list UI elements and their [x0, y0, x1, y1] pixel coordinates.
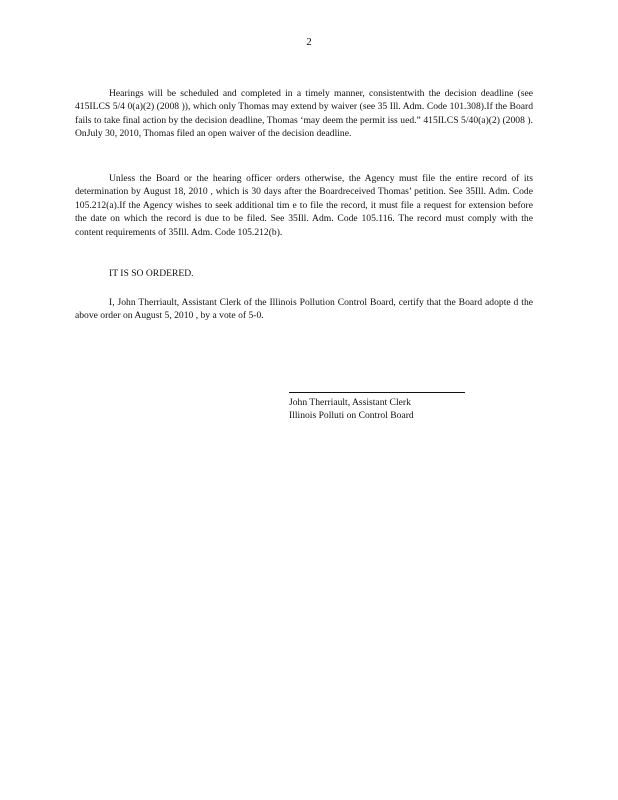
paragraph-hearings-text: Hearings will be scheduled and completed in a timely manner, consistentwith the decision deadline (see 415ILCS 5/4 0(a)(2) (2008 )), which only Thomas may extend by waiver (see 35 Ill. Adm. Code 101.308).If the Board fails to take final action by the decision deadline, Thomas ‘may deem the permit iss ued.” 415ILCS 5/40(a)(2) (2008 ). OnJuly 30, 2010, Thomas filed an open waiver of the decision deadline.	[75, 88, 533, 140]
so-ordered-text: IT IS SO ORDERED.	[109, 268, 194, 279]
signature-line	[289, 392, 465, 393]
paragraph-record-filing-text: Unless the Board or the hearing officer orders otherwise, the Agency must file the entire record of its determination by August 18, 2010 , which is 30 days after the Boardreceived Thomas’ petition. See 35Ill. Adm. Code 105.212(a).If the Agency wishes to seek additional tim e to file the record, it must file a request for extension before the date on which the record is due to be filed. See 35Ill. Adm. Code 105.116. The record must comply with the content requirements of 35Ill. Adm. Code 105.212(b).	[75, 173, 533, 238]
signer-organization: Illinois Polluti on Control Board	[289, 410, 414, 421]
paragraph-certification	[75, 296, 533, 323]
page-number: 2	[306, 36, 312, 48]
signer-name: John Therriault, Assistant Clerk	[289, 397, 411, 408]
certification-text: I, John Therriault, Assistant Clerk of the Illinois Pollution Control Board, certify that the Board adopte d the above order on August 5, 2010 , by a vote of 5-0.	[75, 297, 533, 322]
paragraph-record-filing	[75, 172, 533, 239]
paragraph-so-ordered	[75, 267, 533, 280]
paragraph-hearings	[75, 87, 533, 141]
signature-block	[289, 392, 465, 422]
